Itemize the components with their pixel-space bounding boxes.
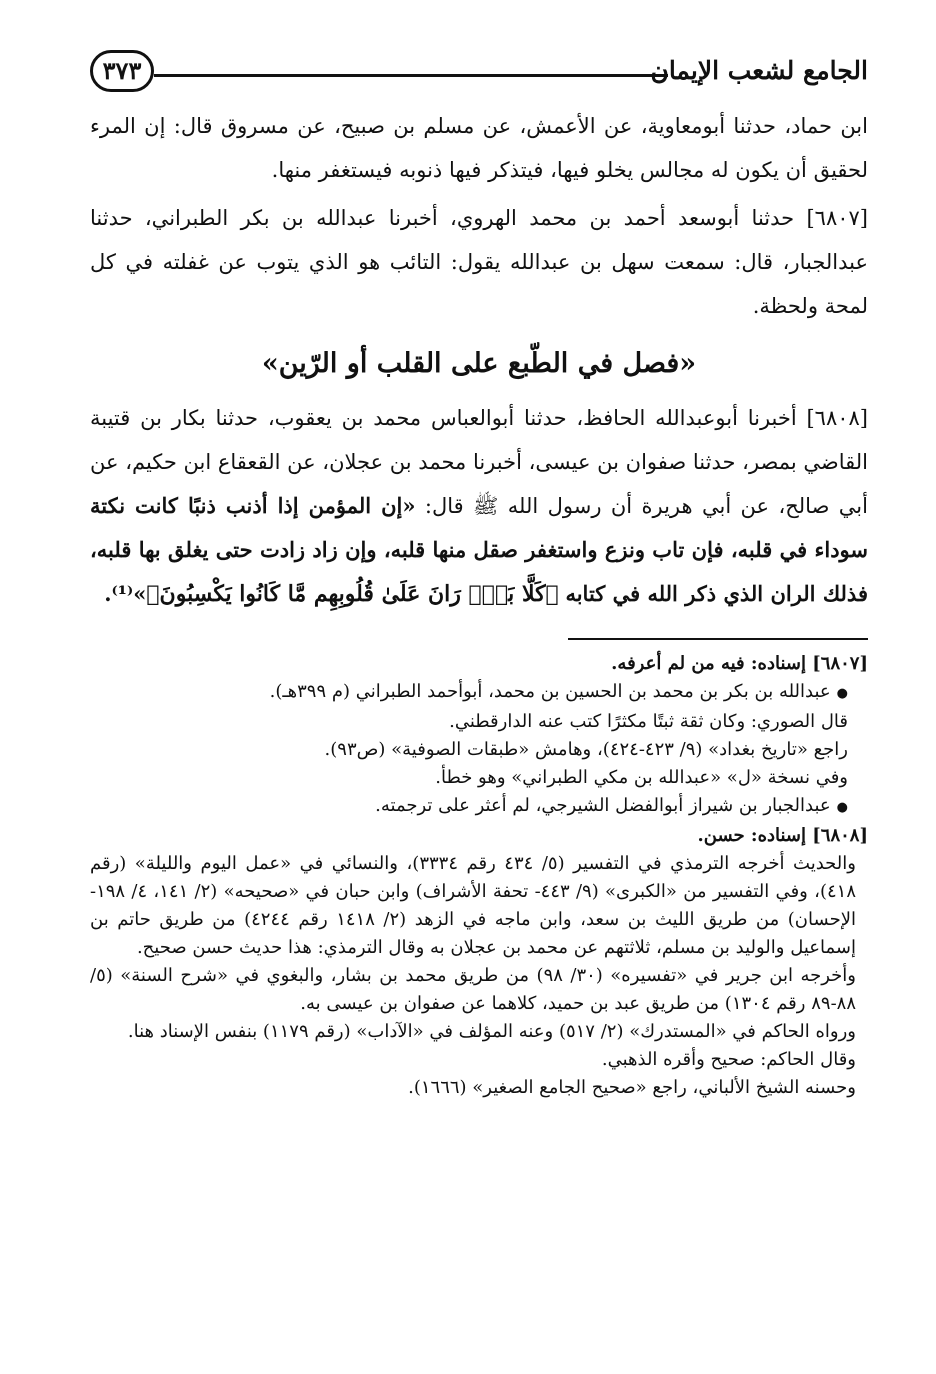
main-text: [90, 104, 868, 616]
footnote-line: ● عبدالله بن بكر بن محمد بن الحسين بن محمد، أبوأحمد الطبراني (م ٣٩٩هـ).: [90, 678, 868, 708]
page-number: ٣٧٣: [90, 50, 154, 92]
hadith-matn: «إن المؤمن إذا أذنب ذنبًا كانت نكتة سوداء في قلبه، فإن تاب ونزع واستغفر صقل منها قلبه، وإن زاد زادت حتى يغلق بها قلبه، فذلك الران الذي ذكر الله في كتابه: [90, 493, 868, 606]
footnotes: [90, 650, 868, 1102]
footnote-line: ● عبدالجبار بن شيراز أبوالفضل الشيرجي، لم أعثر على ترجمته.: [90, 792, 868, 822]
narration-6807: [٦٨٠٧] حدثنا أبوسعد أحمد بن محمد الهروي، أخبرنا عبدالله بن بكر الطبراني، حدثنا عبدالجبار، قال: سمعت سهل بن عبدالله يقول: التائب هو الذي يتوب عن غفلته في كل لمحة ولحظة.: [90, 206, 868, 318]
footnote-paragraph: وأخرجه ابن جرير في «تفسيره» (٣٠/ ٩٨) من طريق محمد بن بشار، والبغوي في «شرح السنة» (٥/ ٨٨-٨٩ رقم ١٣٠٤) من طريق عبد بن حميد، كلاهما عن صفوان بن عيسى به.: [90, 965, 856, 1014]
footnote-line: وفي نسخة «ل» «عبدالله بن مكي الطبراني» وهو خطأ.: [435, 767, 848, 788]
footnote-6808-head: [٦٨٠٨] إسناده: حسن.: [697, 825, 868, 846]
hadith-isnad: [٦٨٠٨] أخبرنا أبوعبدالله الحافظ، حدثنا أبوالعباس محمد بن يعقوب، حدثنا بكار بن قتيبة القاضي بمصر، حدثنا صفوان بن عيسى، أخبرنا محمد بن عجلان، عن القعقاع ابن حكيم، عن أبي صالح، عن أبي هريرة أن رسول الله ﷺ قال:: [90, 406, 868, 518]
header-rule: [154, 74, 668, 77]
footnote-paragraph: وقال الحاكم: صحيح وأقره الذهبي.: [601, 1049, 856, 1070]
footnote-paragraph: وحسنه الشيخ الألباني، راجع «صحيح الجامع الصغير» (١٦٦٦).: [408, 1077, 856, 1098]
footnote-line: قال الصوري: وكان ثقة ثبتًا مكثرًا كتب عنه الدارقطني.: [449, 711, 848, 732]
page-header: [90, 42, 868, 104]
footnote-separator: [568, 638, 868, 640]
quran-verse: ﴿كَلَّا بَلْۜ رَانَ عَلَىٰ قُلُوبِهِم مَّا كَانُوا يَكْسِبُونَ﴾: [146, 581, 559, 607]
running-title: الجامع لشعب الإيمان: [650, 56, 868, 85]
footnote-paragraph: والحديث أخرجه الترمذي في التفسير (٥/ ٤٣٤ رقم ٣٣٣٤)، والنسائي في «عمل اليوم والليلة» (رقم ٤١٨)، وفي التفسير من «الكبرى» (٩/ ٤٤٣- تحفة الأشراف) وابن حبان في «صحيحه» (٢/ ١٤١، ٤/ ١٩٨- الإحسان) من طريق الليث بن سعد، وابن ماجه في الزهد (٢/ ١٤١٨ رقم ٤٢٤٤) من طريق حاتم بن إسماعيل والوليد بن مسلم، ثلاثتهم عن محمد بن عجلان به وقال الترمذي: هذا حديث حسن صحيح.: [90, 853, 856, 958]
paragraph-masruq: ابن حماد، حدثنا أبومعاوية، عن الأعمش، عن مسلم بن صبيح، عن مسروق قال: إن المرء لحقيق أن يكون له مجالس يخلو فيها، فيتذكر فيها ذنوبه فيستغفر منها.: [90, 114, 868, 182]
footnote-line: راجع «تاريخ بغداد» (٩/ ٤٢٣-٤٢٤)، وهامش «طبقات الصوفية» (ص٩٣).: [324, 739, 848, 760]
hadith-closing: »⁽¹⁾.: [104, 581, 147, 606]
narration-6808: [90, 396, 868, 616]
section-heading: «فصل في الطّبع على القلب أو الرّين»: [261, 348, 697, 379]
footnote-paragraph: ورواه الحاكم في «المستدرك» (٢/ ٥١٧) وعنه المؤلف في «الآداب» (رقم ١١٧٩) بنفس الإسناد هنا.: [127, 1021, 856, 1042]
footnote-6807-head: [٦٨٠٧] إسناده: فيه من لم أعرفه.: [611, 653, 868, 674]
